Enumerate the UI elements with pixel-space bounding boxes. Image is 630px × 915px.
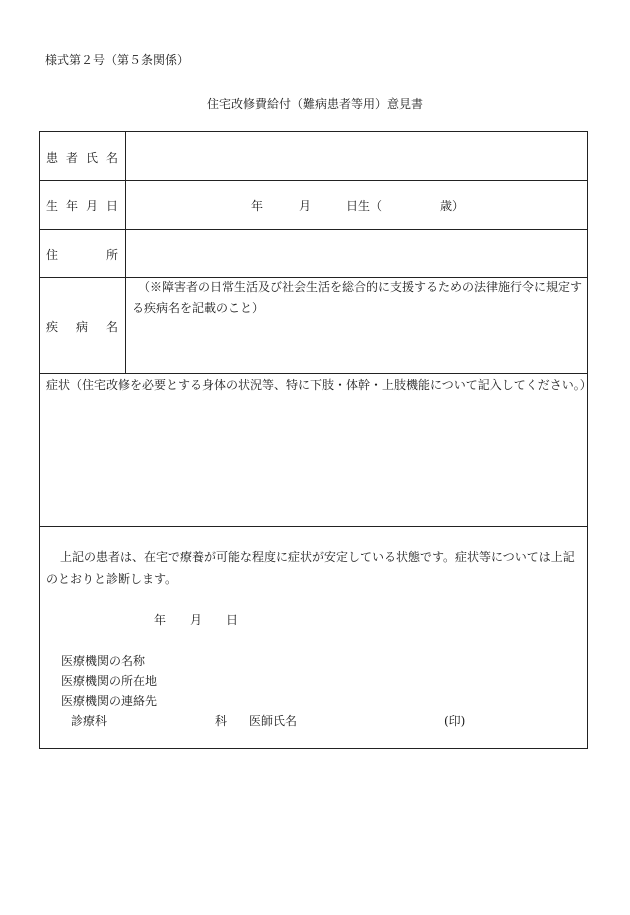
address-field[interactable] [132,238,582,268]
patient-name-label: 患 者 氏 名 [46,151,118,165]
birth-date-label: 生 年 月 日 [46,199,118,213]
birth-day-unit: 日生（ [346,199,383,213]
birth-year-unit: 年 [251,199,264,213]
birth-month-unit: 月 [299,199,312,213]
row-divider [40,180,587,181]
doctor-name-label: 医師氏名 [249,714,298,728]
department-label: 診療科 [71,714,108,728]
address-label: 住 所 [46,248,118,262]
institution-contact-label: 医療機関の連絡先 [61,694,158,708]
disease-name-note: （※障害者の日常生活及び社会生活を総合的に支援するための法律施行令に規定する疾病名を記載のこと） [132,280,583,315]
date-day-unit: 日 [226,613,239,627]
date-year-unit: 年 [154,613,167,627]
seal-mark: (印) [444,714,466,728]
department-unit: 科 [215,714,228,728]
row-divider [40,373,587,374]
opinion-form-table [39,131,592,749]
document-title: 住宅改修費給付（難病患者等用）意見書 [206,97,423,111]
disease-name-label: 疾 病 名 [46,320,118,334]
row-divider [40,526,587,527]
row-divider [40,229,587,230]
date-month-unit: 月 [190,613,203,627]
patient-name-field[interactable] [132,144,582,172]
institution-name-label: 医療機関の名称 [61,654,146,668]
diagnosis-statement: 上記の患者は、在宅で療養が可能な程度に症状が安定している状態です。症状等については上記のとおりと診断します。 [46,550,575,586]
institution-address-label: 医療機関の所在地 [61,674,158,688]
symptoms-label: 症状（住宅改修を必要とする身体の状況等、特に下肢・体幹・上肢機能について記入してください。） [46,378,592,392]
age-unit: 歳） [440,199,465,213]
column-divider [125,132,126,373]
form-number: 様式第２号（第５条関係） [45,53,190,67]
